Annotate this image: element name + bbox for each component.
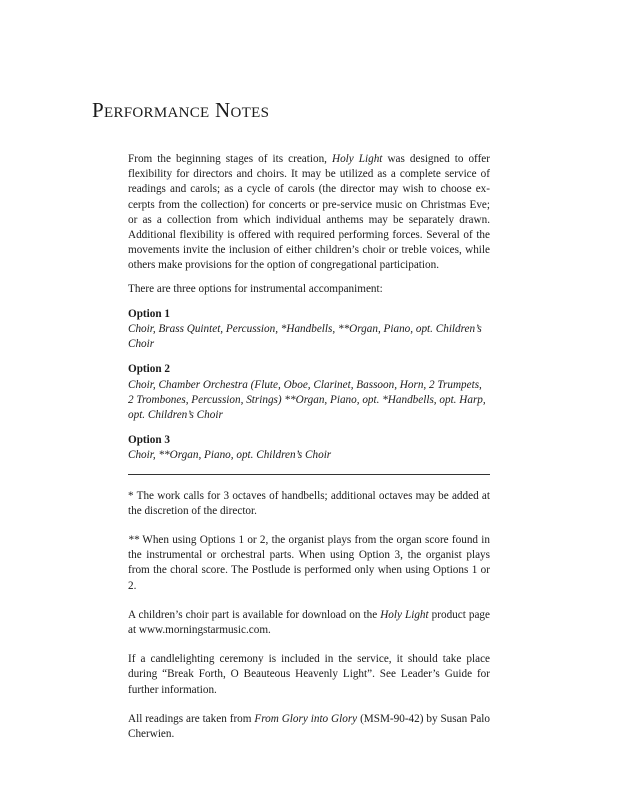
option-desc: Choir, Brass Quintet, Percussion, *Handbells, **Organ, Piano, opt. Children’s Choir	[128, 323, 482, 351]
readings-note: All readings are taken from From Glory into Glory (MSM-90-42) by Susan Palo Cherwien.	[128, 712, 490, 741]
option-desc: Choir, **Organ, Piano, opt. Children’s Choir	[128, 449, 332, 462]
option-1	[128, 307, 490, 353]
option-label: Option 1	[128, 307, 170, 320]
intro-paragraph: From the beginning stages of its creation, Holy Light was designed to offer flexibility for directors and choirs. It may be utilized as a complete service of readings and carols; as a cycle of carols (the director may wish to choose ex-cerpts from the collection) for concerts or pre-service music on Christmas Eve; or as a collection from which individual anthems may be separately drawn. Additional flexibility is offered with required performing forces. Several of the movements invite the inclusion of either children’s choir or treble voices, while others make provisions for the option of congregational participation.	[128, 153, 490, 272]
childrens-choir-note: A children’s choir part is available for download on the Holy Light product page at www.morningstarmusic.com.	[128, 608, 490, 637]
option-label: Option 3	[128, 434, 170, 447]
work-title: Holy Light	[332, 153, 383, 165]
page-title: Performance Notes	[92, 98, 270, 122]
option-2	[128, 362, 490, 423]
option-label: Option 2	[128, 363, 170, 376]
handbells-note: * The work calls for 3 octaves of handbells; additional octaves may be added at the discretion of the director.	[128, 489, 490, 517]
notes-body	[128, 152, 490, 742]
option-desc: Choir, Chamber Orchestra (Flute, Oboe, Clarinet, Bassoon, Horn, 2 Trumpets, 2 Trombones, Percussion, Strings) **Organ, Piano, opt. *Handbells, opt. Harp, opt. Children’s Choir	[128, 378, 486, 422]
divider	[128, 474, 490, 475]
option-3	[128, 433, 490, 463]
organ-note: ** When using Options 1 or 2, the organist plays from the organ score found in the instrumental or orchestral parts. When using Option 3, the organist plays from the choral score. The Postlude is performed only when using Options 1 or 2.	[128, 534, 490, 592]
candlelighting-note: If a candlelighting ceremony is included in the service, it should take place during “Break Forth, O Beauteous Heavenly Light”. See Leader’s Guide for further information.	[128, 653, 490, 696]
accompaniment-intro: There are three options for instrumental accompaniment:	[128, 282, 383, 295]
